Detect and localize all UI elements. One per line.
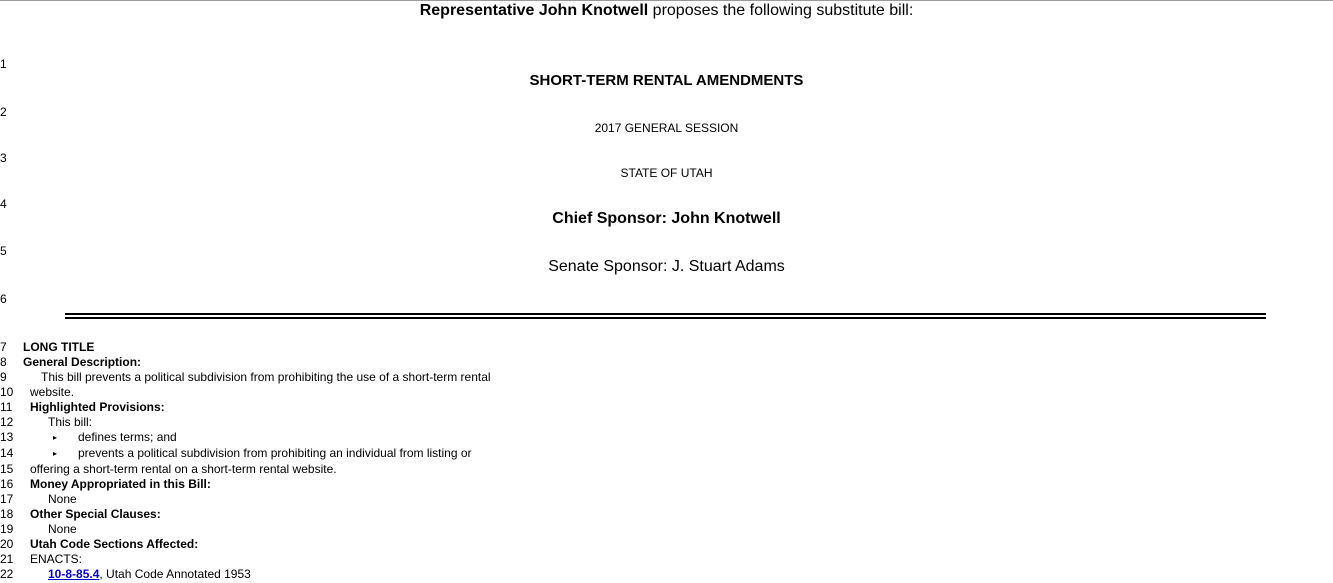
- line-number: 7: [0, 340, 7, 354]
- section-heading: Highlighted Provisions:: [30, 400, 165, 414]
- section-heading: Utah Code Sections Affected:: [30, 537, 199, 551]
- section-heading: General Description:: [23, 355, 142, 369]
- line-number: 1: [0, 57, 7, 71]
- body-text: None: [48, 492, 77, 506]
- line-number: 14: [0, 446, 14, 460]
- substitute-notice: [0, 2, 1333, 20]
- line-number: 11: [0, 400, 13, 414]
- line-number: 4: [0, 197, 7, 211]
- line-number: 13: [0, 430, 14, 444]
- body-text: This bill prevents a political subdivision from prohibiting the use of a short-term rental: [41, 370, 491, 384]
- line-number: 3: [0, 151, 7, 165]
- line-number: 21: [0, 552, 14, 566]
- session: 2017 GENERAL SESSION: [594, 121, 739, 135]
- section-heading: Other Special Clauses:: [30, 507, 161, 521]
- state: STATE OF UTAH: [620, 166, 713, 180]
- double-rule: [65, 313, 1266, 319]
- long-title-heading: LONG TITLE: [23, 340, 95, 354]
- line-number: 18: [0, 507, 14, 521]
- body-text: This bill:: [48, 415, 93, 429]
- body-text: prevents a political subdivision from prohibiting an individual from listing or: [78, 446, 472, 460]
- body-text: ENACTS:: [30, 552, 83, 566]
- line-number: 22: [0, 567, 14, 581]
- top-rule: [0, 0, 1333, 1]
- body-text: None: [48, 522, 77, 536]
- line-number: 17: [0, 492, 14, 506]
- line-number: 8: [0, 355, 7, 369]
- line-number: 10: [0, 385, 14, 399]
- bullet-icon: ▸: [53, 449, 58, 458]
- line-number: 16: [0, 477, 14, 491]
- line-number: 6: [0, 292, 7, 306]
- substitute-sponsor: Representative John Knotwell: [419, 2, 649, 19]
- body-text: website.: [30, 385, 75, 399]
- line-number: 9: [0, 370, 7, 384]
- line-number: 2: [0, 105, 7, 119]
- bullet-icon: ▸: [53, 433, 58, 442]
- body-text: defines terms; and: [78, 430, 177, 444]
- chief-sponsor: Chief Sponsor: John Knotwell: [552, 210, 781, 227]
- substitute-text: proposes the following substitute bill:: [648, 2, 914, 19]
- section-heading: Money Appropriated in this Bill:: [30, 477, 211, 491]
- line-number: 15: [0, 462, 14, 476]
- bill-title: SHORT-TERM RENTAL AMENDMENTS: [529, 72, 804, 89]
- line-number: 12: [0, 415, 14, 429]
- line-number: 19: [0, 522, 14, 536]
- code-section-link[interactable]: 10-8-85.4: [48, 567, 100, 581]
- body-text: , Utah Code Annotated 1953: [99, 567, 251, 581]
- body-text: offering a short-term rental on a short-term rental website.: [30, 462, 337, 476]
- line-number: 5: [0, 244, 7, 258]
- senate-sponsor: Senate Sponsor: J. Stuart Adams: [548, 258, 785, 275]
- line-number: 20: [0, 537, 14, 551]
